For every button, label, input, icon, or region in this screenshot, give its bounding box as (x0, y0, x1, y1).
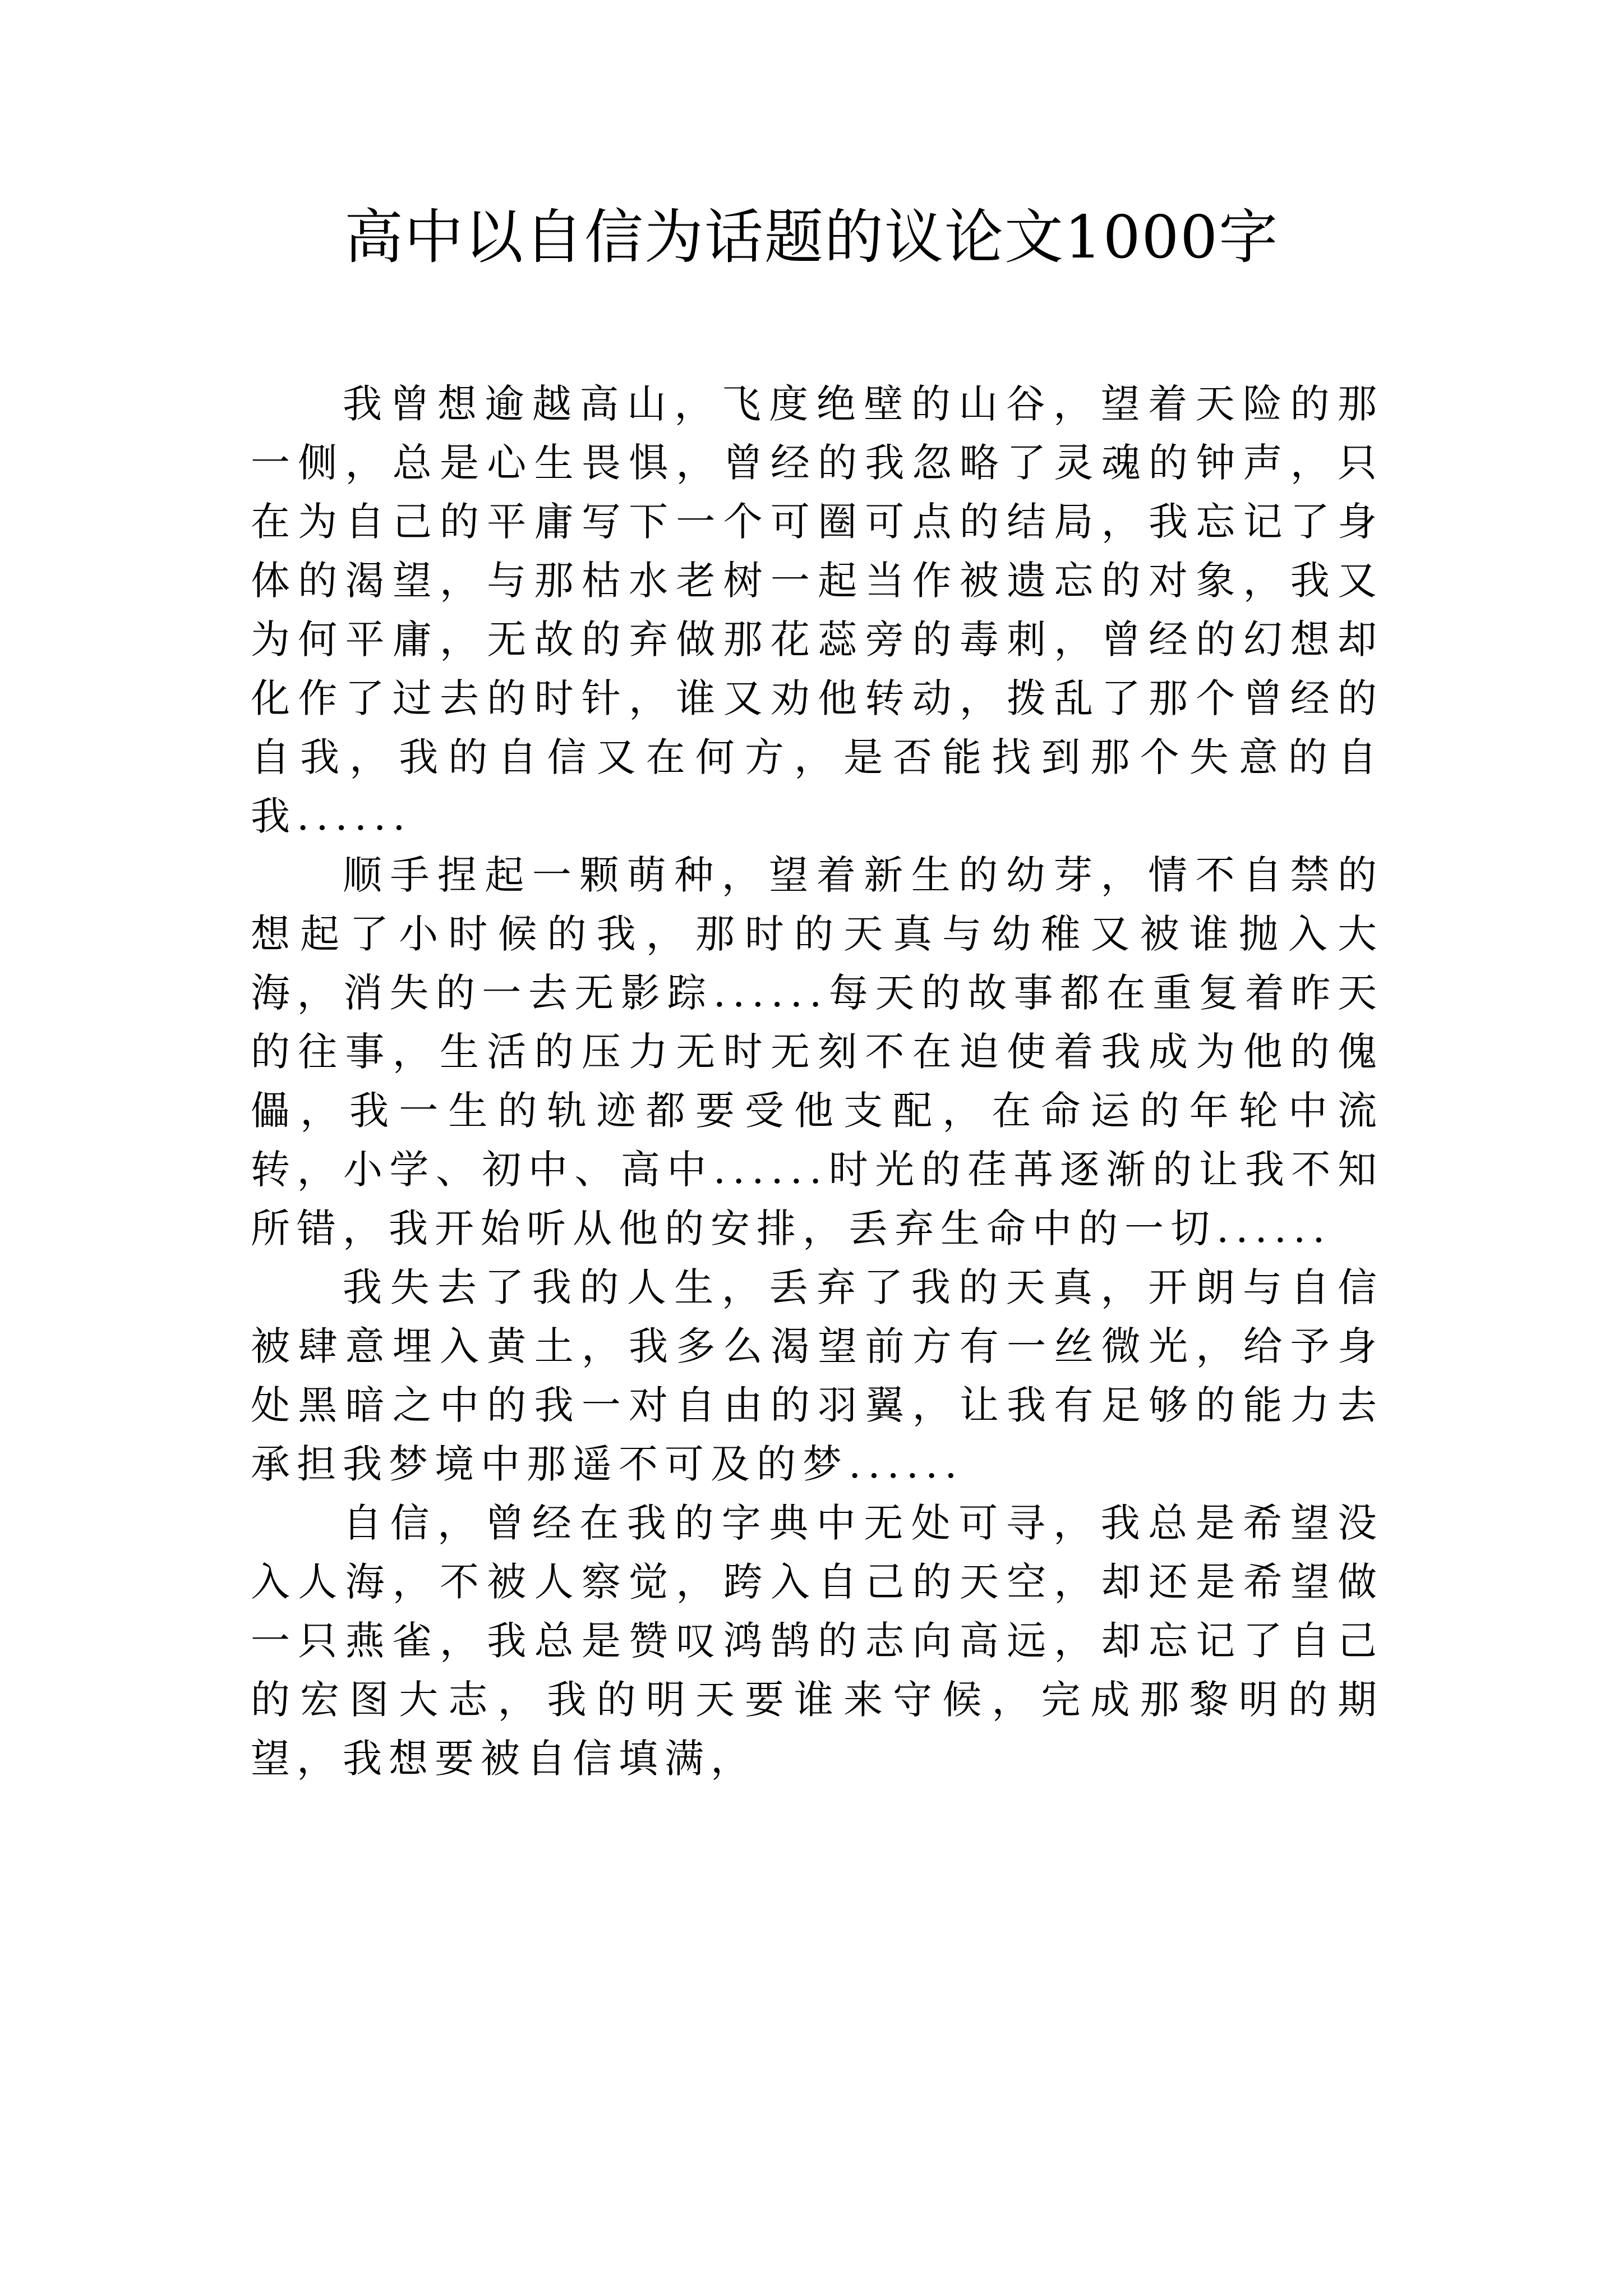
paragraph-2: 顺手捏起一颗萌种，望着新生的幼芽，情不自禁的想起了小时候的我，那时的天真与幼稚又被谁抛入大海，消失的一去无影踪......每天的故事都在重复着昨天的往事，生活的压力无时无刻不在迫使着我成为他的傀儡，我一生的轨迹都要受他支配，在命运的年轮中流转，小学、初中、高中......时光的荏苒逐渐的让我不知所错，我开始听从他的安排，丢弃生命中的一切...... (251, 852, 1384, 1251)
document-body (251, 375, 1384, 1788)
paragraph-1: 我曾想逾越高山，飞度绝壁的山谷，望着天险的那一侧，总是心生畏惧，曾经的我忽略了灵魂的钟声，只在为自己的平庸写下一个可圈可点的结局，我忘记了身体的渴望，与那枯水老树一起当作被遗忘的对象，我又为何平庸，无故的弃做那花蕊旁的毒刺，曾经的幻想却化作了过去的时针，谁又劝他转动，拨乱了那个曾经的自我，我的自信又在何方，是否能找到那个失意的自我...... (251, 381, 1384, 839)
paragraph-3: 我失去了我的人生，丢弃了我的天真，开朗与自信被肆意埋入黄土，我多么渴望前方有一丝微光，给予身处黑暗之中的我一对自由的羽翼，让我有足够的能力去承担我梦境中那遥不可及的梦...... (251, 1264, 1384, 1487)
document-title: 高中以自信为话题的议论文1000字 (344, 203, 1279, 272)
paragraph-4: 自信，曾经在我的字典中无处可寻，我总是希望没入人海，不被人察觉，跨入自己的天空，却还是希望做一只燕雀，我总是赞叹鸿鹄的志向高远，却忘记了自己的宏图大志，我的明天要谁来守候，完成那黎明的期望，我想要被自信填满， (251, 1500, 1384, 1782)
